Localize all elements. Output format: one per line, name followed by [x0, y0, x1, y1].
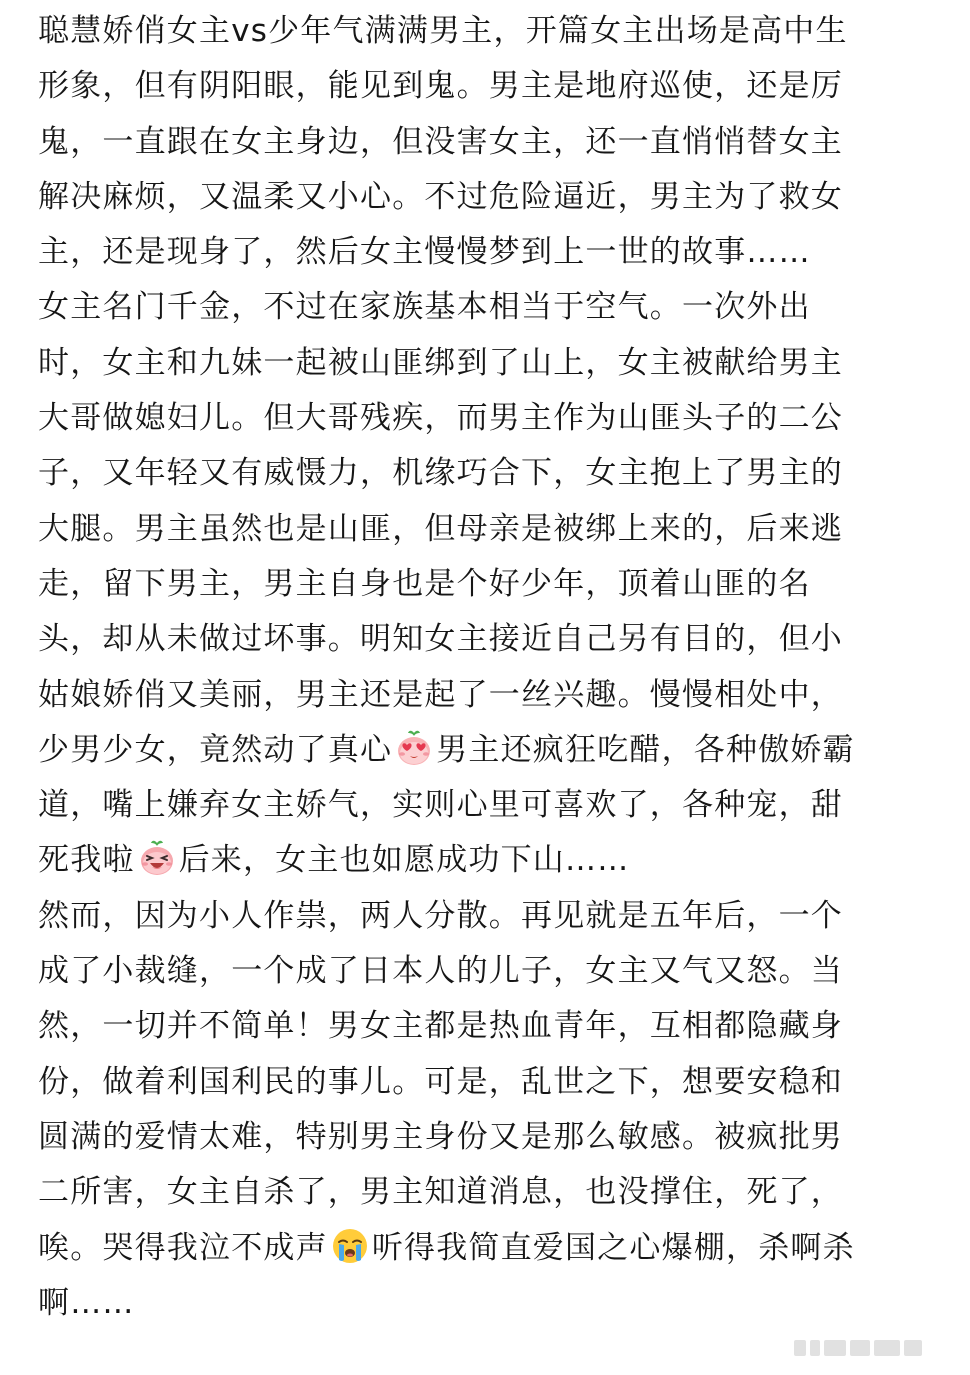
text-line: 圆满的爱情太难，特别男主身份又是那么敏感。被疯批男	[38, 1118, 843, 1155]
text-line: 唉。哭得我泣不成声 听得我简直爱国之心爆棚，杀啊杀	[38, 1221, 938, 1276]
article-body	[38, 4, 938, 1331]
text-line: 鬼，一直跟在女主身边，但没害女主，还一直悄悄替女主	[38, 123, 843, 160]
text-line: 聪慧娇俏女主vs少年气满满男主，开篇女主出场是高中生	[38, 13, 848, 49]
watermark-mark	[810, 1340, 820, 1356]
text-line: 子，又年轻又有威慑力，机缘巧合下，女主抱上了男主的	[38, 455, 843, 492]
text-line: 女主名门千金，不过在家族基本相当于空气。一次外出	[38, 289, 811, 326]
text-line: 份，做着利国利民的事儿。可是，乱世之下，想要安稳和	[38, 1063, 843, 1100]
watermark-mark	[824, 1340, 846, 1356]
text-line: 少男少女，竟然动了真心 男主还疯狂吃醋，各种傲娇霸	[38, 723, 938, 778]
text-line: 解决麻烦，又温柔又小心。不过危险逼近，男主为了救女	[38, 178, 843, 215]
blurred-watermark	[794, 1339, 922, 1357]
text-line: 头，却从未做过坏事。明知女主接近自己另有目的，但小	[38, 621, 843, 658]
text-line: 然而，因为小人作祟，两人分散。再见就是五年后，一个	[38, 897, 843, 934]
watermark-mark	[850, 1340, 870, 1356]
text-line: 然，一切并不简单！男女主都是热血青年，互相都隐藏身	[38, 1008, 843, 1045]
text-line: 走，留下男主，男主自身也是个好少年，顶着山匪的名	[38, 565, 811, 602]
text-line: 道，嘴上嫌弃女主娇气，实则心里可喜欢了，各种宠，甜	[38, 787, 843, 824]
crying-face-emoji-icon	[330, 1226, 370, 1266]
watermark-mark	[874, 1340, 900, 1356]
text-line: 大腿。男主虽然也是山匪，但母亲是被绑上来的，后来逃	[38, 510, 843, 547]
text-line: 时，女主和九妹一起被山匪绑到了山上，女主被献给男主	[38, 344, 843, 381]
watermark-mark	[904, 1340, 922, 1356]
text-line: 死我啦 后来，女主也如愿成功下山……	[38, 833, 938, 888]
heart-eyes-peach-emoji-icon	[394, 728, 434, 768]
text-line: 主，还是现身了，然后女主慢慢梦到上一世的故事……	[38, 234, 811, 271]
text-line: 成了小裁缝，一个成了日本人的儿子，女主又气又怒。当	[38, 953, 843, 990]
text-line: 大哥做媳妇儿。但大哥残疾，而男主作为山匪头子的二公	[38, 400, 843, 437]
text-line: 形象，但有阴阳眼，能见到鬼。男主是地府巡使，还是厉	[38, 68, 843, 105]
text-line: 姑娘娇俏又美丽，男主还是起了一丝兴趣。慢慢相处中，	[38, 676, 843, 713]
text-line: 啊……	[38, 1284, 135, 1321]
laughing-peach-emoji-icon	[137, 838, 177, 878]
text-line: 二所害，女主自杀了，男主知道消息，也没撑住，死了，	[38, 1174, 843, 1211]
watermark-mark	[794, 1340, 806, 1356]
